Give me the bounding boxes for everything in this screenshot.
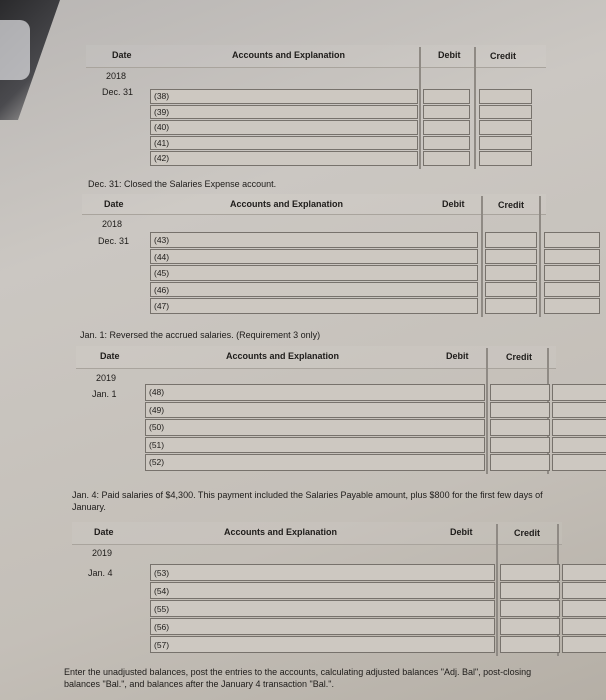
debit-input[interactable] [490,419,550,436]
header-accounts: Accounts and Explanation [232,50,346,60]
entry-year: 2019 [96,373,117,383]
credit-input[interactable] [552,437,606,454]
table-header [72,522,562,545]
credit-input[interactable] [562,582,606,599]
column-divider [481,196,483,317]
account-input[interactable]: (57) [150,636,495,653]
account-input[interactable]: (50) [145,419,485,436]
account-input[interactable]: (52) [145,454,485,471]
debit-input[interactable] [500,582,560,599]
entry-date: Jan. 4 [88,568,113,578]
account-input[interactable]: (43) [150,232,478,248]
journal-table-4 [72,522,562,660]
header-credit: Credit [506,352,533,362]
account-input[interactable]: (38) [150,89,418,104]
account-input[interactable]: (53) [150,564,495,581]
entry-date: Jan. 1 [92,389,117,399]
account-input[interactable]: (54) [150,582,495,599]
credit-input[interactable] [544,298,600,314]
header-date: Date [104,199,124,209]
table-header [86,45,546,68]
debit-input[interactable] [423,136,470,151]
debit-input[interactable] [423,89,470,104]
debit-input[interactable] [485,298,537,314]
credit-input[interactable] [479,120,532,135]
credit-input[interactable] [544,249,600,265]
instruction-final: Enter the unadjusted balances, post the entries to the accounts, calculating adjusted balances "Adj. Bal", post-closing balances "Bal.", and balances after the January 4 transaction "Bal.". [64,667,532,689]
table-header [82,194,546,215]
instruction-jan1-reversal: Jan. 1: Reversed the accrued salaries. (Requirement 3 only) [80,330,321,340]
account-input[interactable]: (42) [150,151,418,166]
account-input[interactable]: (40) [150,120,418,135]
header-debit: Debit [450,527,473,537]
header-accounts: Accounts and Explanation [224,527,338,537]
column-divider [486,348,488,474]
credit-input[interactable] [544,265,600,281]
header-date: Date [100,351,120,361]
debit-input[interactable] [490,402,550,419]
debit-input[interactable] [485,249,537,265]
debit-input[interactable] [490,437,550,454]
journal-table-2 [82,194,546,321]
header-credit: Credit [498,200,525,210]
column-divider [419,47,421,169]
column-divider [539,196,541,317]
debit-input[interactable] [485,282,537,298]
debit-input[interactable] [490,454,550,471]
instruction-dec31-closing: Dec. 31: Closed the Salaries Expense account. [88,179,277,189]
entry-year: 2019 [92,548,113,558]
credit-input[interactable] [552,402,606,419]
credit-input[interactable] [479,136,532,151]
debit-input[interactable] [500,600,560,617]
credit-input[interactable] [562,564,606,581]
header-date: Date [94,527,114,537]
header-credit: Credit [490,51,517,61]
header-debit: Debit [438,50,461,60]
credit-input[interactable] [552,419,606,436]
account-input[interactable]: (45) [150,265,478,281]
account-input[interactable]: (49) [145,402,485,419]
account-input[interactable]: (41) [150,136,418,151]
account-input[interactable]: (39) [150,105,418,120]
debit-input[interactable] [423,151,470,166]
background-object-light [0,20,30,80]
credit-input[interactable] [544,232,600,248]
account-input[interactable]: (47) [150,298,478,314]
entry-date: Dec. 31 [98,236,130,246]
credit-input[interactable] [562,618,606,635]
table-header [76,346,556,369]
credit-input[interactable] [562,600,606,617]
credit-input[interactable] [562,636,606,653]
header-date: Date [112,50,132,60]
debit-input[interactable] [500,636,560,653]
credit-input[interactable] [479,151,532,166]
journal-table-1 [86,45,546,173]
debit-input[interactable] [500,618,560,635]
credit-input[interactable] [479,105,532,120]
entry-date: Dec. 31 [102,87,134,97]
column-divider [474,47,476,169]
instruction-jan4-payment: Jan. 4: Paid salaries of $4,300. This payment included the Salaries Payable amount, plus $800 for the first few days of January. [72,490,543,512]
entry-year: 2018 [106,71,127,81]
credit-input[interactable] [544,282,600,298]
debit-input[interactable] [485,265,537,281]
account-input[interactable]: (46) [150,282,478,298]
account-input[interactable]: (51) [145,437,485,454]
account-input[interactable]: (55) [150,600,495,617]
credit-input[interactable] [552,454,606,471]
header-debit: Debit [446,351,469,361]
journal-table-3 [76,346,556,478]
entry-year: 2018 [102,219,123,229]
header-debit: Debit [442,199,465,209]
account-input[interactable]: (44) [150,249,478,265]
credit-input[interactable] [479,89,532,104]
debit-input[interactable] [500,564,560,581]
account-input[interactable]: (56) [150,618,495,635]
debit-input[interactable] [485,232,537,248]
debit-input[interactable] [490,384,550,401]
header-credit: Credit [514,528,541,538]
debit-input[interactable] [423,120,470,135]
credit-input[interactable] [552,384,606,401]
debit-input[interactable] [423,105,470,120]
column-divider [496,524,498,656]
header-accounts: Accounts and Explanation [230,199,344,209]
header-accounts: Accounts and Explanation [226,351,340,361]
account-input[interactable]: (48) [145,384,485,401]
